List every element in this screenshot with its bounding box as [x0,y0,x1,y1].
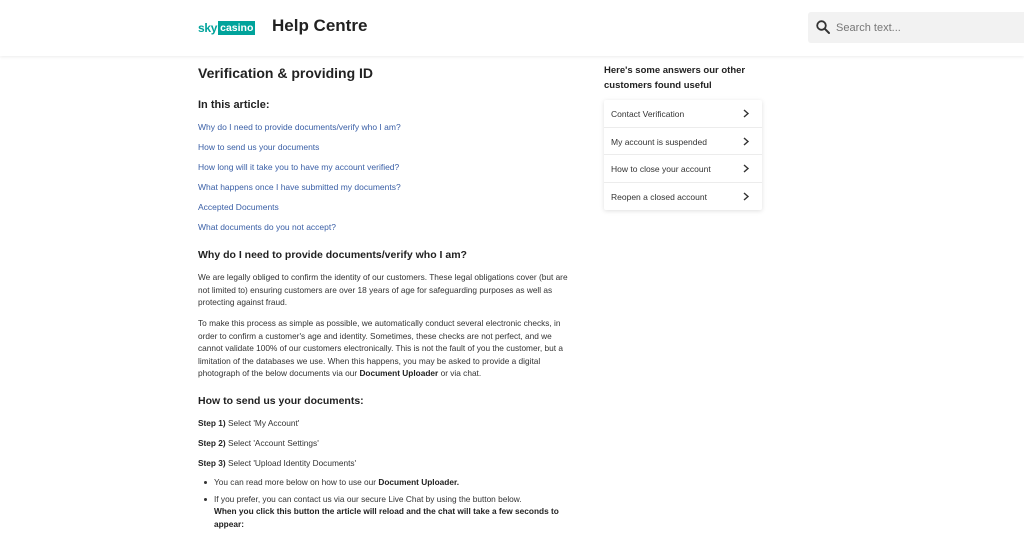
toc-link-what-happens[interactable]: What happens once I have submitted my documents? [198,182,401,192]
site-header [0,0,1024,56]
related-item-contact-verification[interactable] [604,100,762,128]
related-item-label: Reopen a closed account [611,191,707,202]
step-2-label: Step 2) [198,438,226,448]
step-2-text: Select 'Account Settings' [225,438,319,448]
bullet-1-text: You can read more below on how to use our [214,477,379,487]
paragraph-verification-text: To make this process as simple as possible, we automatically conduct several electronic checks, in order to confirm a customer's age and identity. Sometimes, these checks are not perfect, and we cannot validate 100% of our customers electronically. This is not the fault of you the customer, but a limitation of the databases we use. When this happens, you may be asked to provide a digital photograph of the below documents via our [198,318,563,379]
paragraph-verification-process [198,317,576,380]
related-item-account-suspended[interactable] [604,128,762,156]
step-1 [198,418,299,428]
chevron-right-icon [742,137,750,146]
paragraph-verification-end: or via chat. [438,368,482,379]
page-title: Verification & providing ID [198,65,374,81]
related-item-label: My account is suspended [611,136,707,147]
help-centre-title[interactable]: Help Centre [272,16,368,35]
bullet-2-text: If you prefer, you can contact us via our secure Live Chat by using the button below. [214,493,522,504]
step-3 [198,458,356,468]
chevron-right-icon [742,164,750,173]
step-1-label: Step 1) [198,418,226,428]
related-item-close-account[interactable] [604,155,762,183]
document-uploader-link[interactable]: Document Uploader [359,368,439,379]
step-3-label: Step 3) [198,458,226,468]
list-item [214,476,576,489]
chevron-right-icon [742,192,750,201]
document-uploader-link[interactable]: Document Uploader. [378,477,460,487]
chevron-right-icon [742,109,750,118]
toc-link-why-verify[interactable]: Why do I need to provide documents/verify who I am? [198,122,401,132]
related-item-label: Contact Verification [611,109,685,119]
step-1-text: Select 'My Account' [225,418,300,428]
search-input[interactable] [836,18,1016,37]
toc-link-how-to-send[interactable]: How to send us your documents [198,142,320,152]
logo-sky-text: sky [198,21,218,35]
instruction-list [214,476,576,533]
related-articles-list [604,100,762,210]
toc-link-how-long[interactable]: How long will it take you to have my account verified? [198,162,400,172]
step-2 [198,438,319,448]
toc-heading: In this article: [198,99,270,111]
search-box[interactable] [808,12,1024,43]
paragraph-legal-obligation: We are legally obliged to confirm the identity of our customers. These legal obligations cover (but are not limited to) ensuring customers are over 18 years of age for safeguarding purposes as well as protecting against fraud. [198,272,568,308]
logo-casino-text: casino [220,22,254,34]
sky-casino-logo[interactable] [198,21,255,35]
related-item-reopen-account[interactable] [604,183,762,211]
section-heading-how-to-send: How to send us your documents: [198,395,364,407]
step-3-text: Select 'Upload Identity Documents' [225,458,357,468]
list-item [214,493,576,531]
bullet-2-note: When you click this button the article will reload and the chat will take a few seconds to appear: [214,506,559,529]
search-icon[interactable] [815,19,831,35]
related-articles-title: Here's some answers our other customers found useful [604,65,746,91]
toc-link-not-accepted[interactable]: What documents do you not accept? [198,222,336,232]
toc-link-accepted-documents[interactable]: Accepted Documents [198,202,279,212]
section-heading-why-verify: Why do I need to provide documents/verify who I am? [198,249,467,261]
related-item-label: How to close your account [611,164,711,174]
